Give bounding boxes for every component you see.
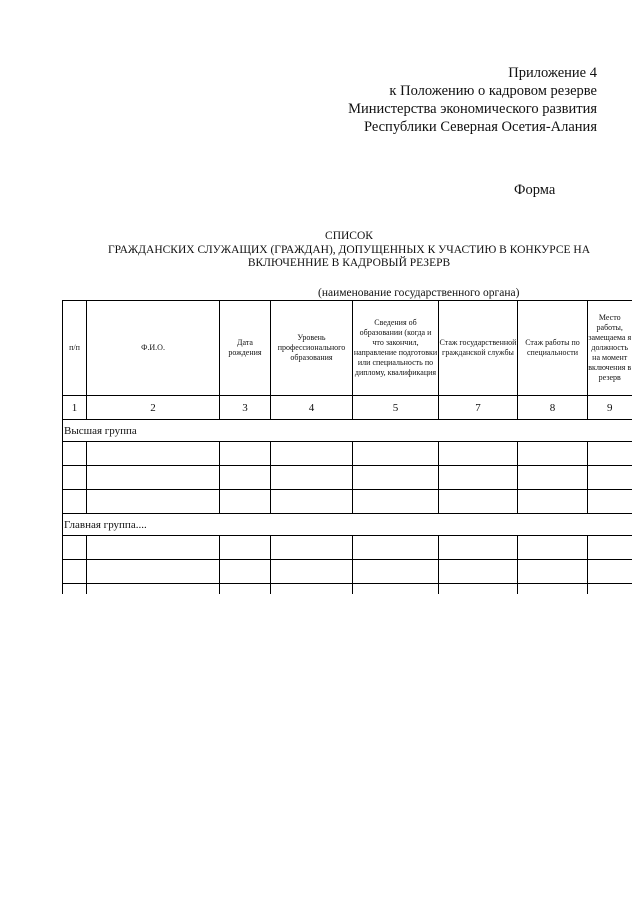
group-label: Высшая группа xyxy=(63,420,632,442)
appendix-ref-line: к Положению о кадровом резерве xyxy=(389,83,597,99)
reserve-table xyxy=(62,300,632,594)
title-line-3: ВКЛЮЧЕННИЕ В КАДРОВЫЙ РЕЗЕРВ xyxy=(247,257,451,269)
table-cell xyxy=(439,466,518,490)
group-row-main xyxy=(63,514,632,536)
table-cell xyxy=(439,442,518,466)
header-cell-fio: Ф.И.О. xyxy=(87,301,220,396)
table-row xyxy=(63,536,632,560)
appendix-republic-line: Республики Северная Осетия-Алания xyxy=(363,119,597,135)
table-cell xyxy=(518,584,588,595)
table-cell xyxy=(588,560,632,584)
table-cell xyxy=(63,442,87,466)
table-cell xyxy=(271,442,353,466)
table-cell xyxy=(518,560,588,584)
header-cell-education-details: Сведения об образовании (когда и что закончил, направление подготовки или специальность по диплому, квалификация xyxy=(353,301,439,396)
table-cell xyxy=(220,584,271,595)
table-row xyxy=(63,466,632,490)
table-cell xyxy=(220,536,271,560)
table-cell xyxy=(220,560,271,584)
table-cell xyxy=(87,560,220,584)
table-cell xyxy=(220,490,271,514)
title-list: СПИСОК xyxy=(325,230,373,242)
table-cell xyxy=(87,442,220,466)
table-cell xyxy=(87,536,220,560)
reserve-table-wrapper xyxy=(62,300,640,594)
header-cell-number: п/п xyxy=(63,301,87,396)
table-cell xyxy=(518,536,588,560)
table-cell xyxy=(588,584,632,595)
table-cell xyxy=(518,442,588,466)
table-cell xyxy=(271,560,353,584)
group-row-highest xyxy=(63,420,632,442)
table-cell xyxy=(588,466,632,490)
table-cell xyxy=(63,560,87,584)
table-row xyxy=(63,442,632,466)
table-cell xyxy=(588,536,632,560)
table-cell xyxy=(518,466,588,490)
organ-caption: (наименование государственного органа) xyxy=(318,287,520,299)
column-number: 9 xyxy=(588,396,632,420)
table-cell xyxy=(353,490,439,514)
table-cell xyxy=(63,466,87,490)
header-cell-workplace: Место работы, замещаема я должность на момент включения в резерв xyxy=(588,301,632,396)
appendix-ministry-line: Министерства экономического развития xyxy=(348,101,597,117)
column-number-row xyxy=(63,396,632,420)
column-number: 1 xyxy=(63,396,87,420)
column-number: 4 xyxy=(271,396,353,420)
table-cell xyxy=(63,536,87,560)
column-number: 3 xyxy=(220,396,271,420)
column-number: 2 xyxy=(87,396,220,420)
appendix-header xyxy=(348,64,597,136)
table-cell xyxy=(63,584,87,595)
column-number: 8 xyxy=(518,396,588,420)
table-cell xyxy=(220,466,271,490)
table-cell xyxy=(63,490,87,514)
group-label: Главная группа.... xyxy=(63,514,632,536)
header-cell-education-level: Уровень профессионального образования xyxy=(271,301,353,396)
table-cell xyxy=(271,466,353,490)
table-cell xyxy=(588,442,632,466)
table-cell xyxy=(220,442,271,466)
table-cell xyxy=(518,490,588,514)
header-cell-birthdate: Дата рождения xyxy=(220,301,271,396)
table-cell xyxy=(439,536,518,560)
table-cell xyxy=(353,536,439,560)
header-cell-specialty-tenure: Стаж работы по специальности xyxy=(518,301,588,396)
header-cell-civil-service-tenure: Стаж государственной гражданской службы xyxy=(439,301,518,396)
table-row-spacer xyxy=(63,490,632,514)
table-cell xyxy=(353,584,439,595)
table-cell xyxy=(87,466,220,490)
header-row xyxy=(63,301,632,396)
table-cell xyxy=(87,584,220,595)
column-number: 5 xyxy=(353,396,439,420)
form-label: Форма xyxy=(514,182,556,198)
table-row xyxy=(63,584,632,595)
table-cell xyxy=(439,490,518,514)
table-cell xyxy=(439,584,518,595)
table-cell xyxy=(353,560,439,584)
document-title xyxy=(90,230,608,271)
title-line-2: ГРАЖДАНСКИХ СЛУЖАЩИХ (ГРАЖДАН), ДОПУЩЕННЫХ К УЧАСТИЮ В КОНКУРСЕ НА xyxy=(108,243,590,256)
table-cell xyxy=(439,560,518,584)
table-row xyxy=(63,560,632,584)
column-number: 7 xyxy=(439,396,518,420)
table-cell xyxy=(271,536,353,560)
table-cell xyxy=(353,466,439,490)
table-cell xyxy=(353,442,439,466)
table-cell xyxy=(271,584,353,595)
appendix-number: Приложение 4 xyxy=(508,65,597,81)
table-cell xyxy=(588,490,632,514)
table-cell xyxy=(87,490,220,514)
table-cell xyxy=(271,490,353,514)
